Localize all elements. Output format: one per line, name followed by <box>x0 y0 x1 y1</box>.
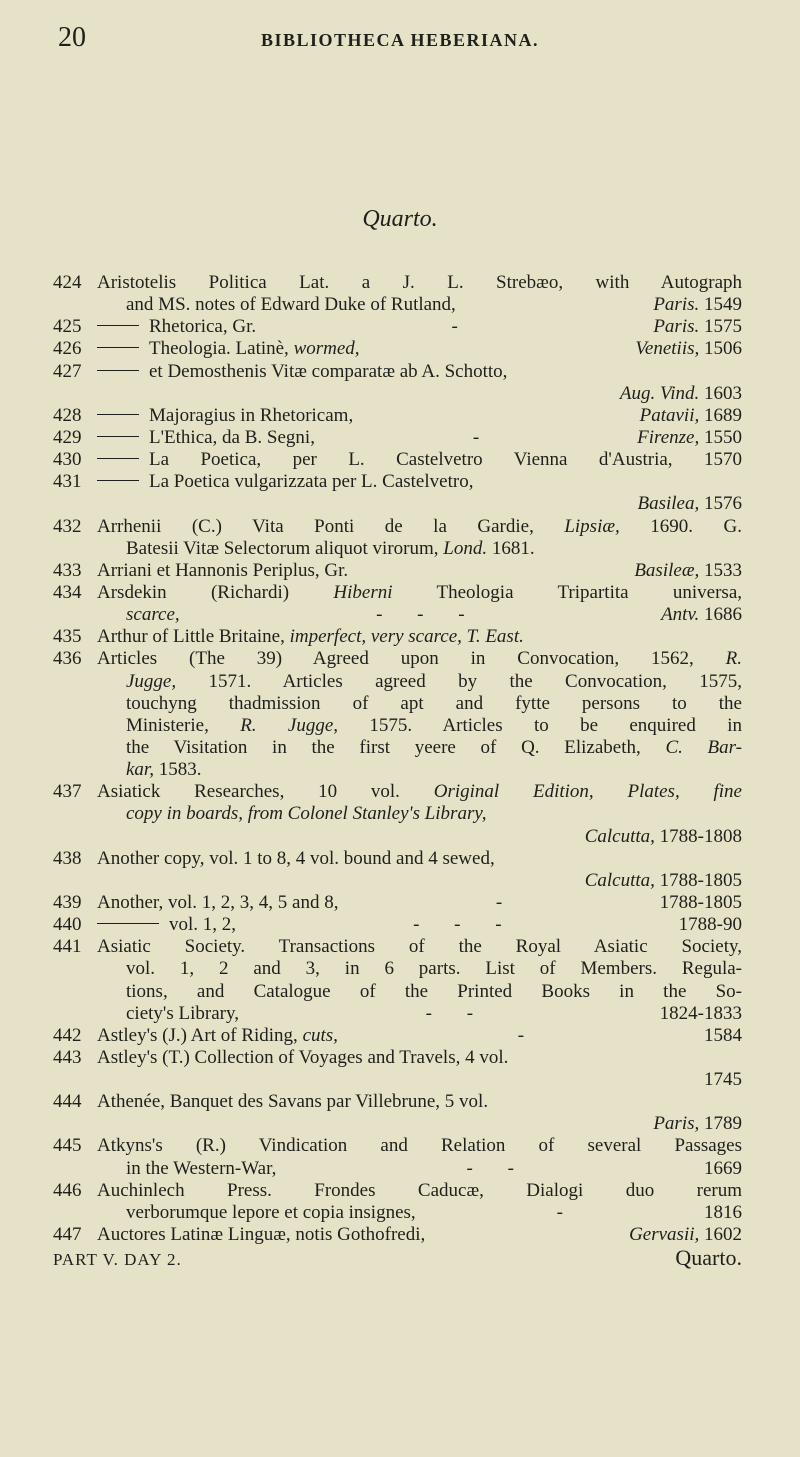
line-text <box>97 914 742 936</box>
italic-text: Jugge, <box>126 670 177 692</box>
entry-first-line <box>0 316 800 338</box>
entry-continuation-line <box>0 958 800 980</box>
imprint <box>635 338 742 360</box>
line-text <box>126 383 742 405</box>
text: La Poetica, per L. Castelvetro Vienna d'Austria, 1570 <box>149 449 742 471</box>
leader-dashes: - - - <box>376 604 465 626</box>
text: Auchinlech Press. Frondes Caducæ, Dialogi duo rerum <box>97 1179 742 1201</box>
justified-text <box>126 981 742 1003</box>
line-text <box>126 1202 742 1224</box>
text: 1576 <box>699 493 742 515</box>
entry-first-line <box>0 1047 800 1069</box>
text: Majoragius in Rhetoricam, <box>149 404 354 426</box>
imprint <box>629 1224 742 1246</box>
text: Arthur of Little Britaine, <box>97 626 290 648</box>
line-text <box>126 493 742 515</box>
text: 1788-1805 <box>654 869 742 891</box>
italic-text: R. <box>725 648 742 670</box>
text: ciety's Library, <box>126 1002 239 1024</box>
entry-first-line <box>0 361 800 383</box>
text: Another copy, vol. 1 to 8, 4 vol. bound and 4 sewed, <box>97 847 495 869</box>
title-text <box>126 538 535 560</box>
text: 1506 <box>699 338 742 360</box>
ditto-rule <box>97 923 159 924</box>
imprint <box>620 383 742 405</box>
text: 1686 <box>699 604 742 626</box>
justified-text <box>126 671 742 693</box>
line-text <box>97 1135 742 1157</box>
text: 1602 <box>699 1224 742 1246</box>
entry-continuation-line <box>0 383 800 405</box>
line-text <box>97 781 742 803</box>
entry-first-line <box>0 1224 800 1246</box>
italic-text: R. Jugge, <box>240 714 339 736</box>
leader-dashes: - <box>451 316 458 338</box>
lot-number: 439 <box>53 891 82 913</box>
justified-text <box>126 715 742 737</box>
line-text <box>97 560 742 582</box>
line-text <box>97 1047 742 1069</box>
line-text <box>126 759 742 781</box>
italic-text: Patavii, <box>639 404 700 426</box>
leader-dashes: - <box>495 891 503 913</box>
italic-text: Calcutta, <box>584 869 655 891</box>
text: Articles (The 39) Agreed upon in Convocation, 1562, <box>97 648 726 670</box>
italic-text: Paris. <box>653 316 700 338</box>
text: 1788-90 <box>678 914 742 936</box>
line-text <box>126 693 742 715</box>
line-text <box>97 648 742 670</box>
title-text <box>149 338 360 360</box>
section-title: Quarto. <box>362 206 438 232</box>
entry-first-line <box>0 1135 800 1157</box>
page-number: 20 <box>58 22 86 53</box>
text: La Poetica vulgarizzata per L. Castelvetro, <box>149 471 474 493</box>
entry-continuation-line <box>0 294 800 316</box>
lot-number: 431 <box>53 471 82 493</box>
line-text <box>126 294 742 316</box>
italic-text: Basileæ, <box>634 559 700 581</box>
entry-continuation-line <box>0 1158 800 1180</box>
lot-number: 441 <box>53 936 82 958</box>
line-text <box>126 803 742 825</box>
entry-first-line <box>0 781 800 803</box>
text: 1681. <box>487 537 535 559</box>
text: 1575. Articles to be enquired in <box>338 714 742 736</box>
text: verborumque lepore et copia insignes, <box>126 1201 416 1223</box>
entry-first-line <box>0 405 800 427</box>
text: Athenée, Banquet des Savans par Villebrune, 5 vol. <box>97 1091 489 1113</box>
line-text <box>126 1113 742 1135</box>
text: 1788-1805 <box>659 891 742 913</box>
line-text <box>97 449 742 471</box>
entry-continuation-line <box>0 493 800 515</box>
line-text <box>97 936 742 958</box>
entry-continuation-line <box>0 981 800 1003</box>
lot-number: 427 <box>53 360 82 382</box>
entry-continuation-line <box>0 538 800 560</box>
text: 1549 <box>699 294 742 316</box>
line-text <box>97 316 742 338</box>
line-text <box>97 1224 742 1246</box>
justified-text <box>97 1180 742 1202</box>
ditto-rule <box>97 480 139 481</box>
imprint <box>585 870 742 892</box>
title-text <box>97 1025 338 1047</box>
lot-number: 446 <box>53 1179 82 1201</box>
line-text <box>97 848 742 870</box>
lot-number: 432 <box>53 515 82 537</box>
line-text <box>126 826 742 848</box>
line-text <box>97 1091 742 1113</box>
line-text <box>97 1180 742 1202</box>
title-text <box>126 1158 276 1180</box>
imprint <box>704 1025 742 1047</box>
lot-number: 433 <box>53 559 82 581</box>
lot-number: 438 <box>53 847 82 869</box>
ditto-rule <box>97 347 139 348</box>
entry-first-line <box>0 338 800 360</box>
text: L'Ethica, da B. Segni, <box>149 426 315 448</box>
entry-continuation-line <box>0 1069 800 1091</box>
text: Theologia Tripartita universa, <box>392 581 742 603</box>
lot-number: 444 <box>53 1091 82 1113</box>
text: 1603 <box>699 382 742 404</box>
line-text <box>97 1025 742 1047</box>
text: Asiatick Researches, 10 vol. <box>97 781 434 803</box>
lot-number: 443 <box>53 1046 82 1068</box>
entry-continuation-line <box>0 803 800 825</box>
line-text <box>97 626 742 648</box>
text: the Visitation in the first yeere of Q. Elizabeth, <box>126 736 666 758</box>
page-footer <box>53 1245 742 1271</box>
italic-text: Firenze, <box>637 426 700 448</box>
italic-text: Lipsiæ, <box>564 515 620 537</box>
lot-number: 435 <box>53 626 82 648</box>
text: Arriani et Hannonis Periplus, Gr. <box>97 559 349 581</box>
text: vol. 1, 2 and 3, in 6 parts. List of Members. Regula- <box>126 958 742 980</box>
lot-number: 426 <box>53 338 82 360</box>
title-text <box>97 848 495 870</box>
line-text <box>97 471 742 493</box>
leader-dashes: - <box>517 1024 525 1046</box>
text: 1689 <box>699 404 742 426</box>
text: et Demosthenis Vitæ comparatæ ab A. Schotto, <box>149 360 508 382</box>
text: and MS. notes of Edward Duke of Rutland, <box>126 294 456 316</box>
italic-text: Paris. <box>653 294 700 316</box>
justified-text <box>126 693 742 715</box>
text: Batesii Vitæ Selectorum aliquot virorum, <box>126 537 444 559</box>
entry-first-line <box>0 1091 800 1113</box>
title-text <box>97 1047 508 1069</box>
entry-first-line <box>0 914 800 936</box>
justified-text <box>97 936 742 958</box>
title-text <box>126 1003 239 1025</box>
italic-text: scarce, <box>126 604 180 626</box>
entry-continuation-line <box>0 870 800 892</box>
ditto-rule <box>97 414 139 415</box>
entry-first-line <box>0 272 800 294</box>
entry-first-line <box>0 648 800 670</box>
justified-text <box>97 516 742 538</box>
entry-continuation-line <box>0 1003 800 1025</box>
line-text <box>126 538 742 560</box>
lot-number: 445 <box>53 1135 82 1157</box>
italic-text: Aug. Vind. <box>619 382 700 404</box>
italic-text: Basilea, <box>637 493 700 515</box>
text: 1669 <box>704 1157 742 1179</box>
text: Arsdekin (Richardi) <box>97 581 334 603</box>
line-text <box>97 427 742 449</box>
entry-first-line <box>0 560 800 582</box>
imprint <box>640 405 742 427</box>
text: Atkyns's (R.) Vindication and Relation of several Passages <box>97 1135 742 1157</box>
lot-number: 436 <box>53 648 82 670</box>
running-head: BIBLIOTHECA HEBERIANA. <box>260 30 540 50</box>
line-text <box>97 516 742 538</box>
title-text <box>97 560 348 582</box>
text: Ministerie, <box>126 714 241 736</box>
line-text <box>97 338 742 360</box>
text: Theologia. Latinè, <box>149 338 294 360</box>
imprint <box>660 892 742 914</box>
title-text <box>126 803 486 825</box>
text: in the Western-War, <box>126 1157 277 1179</box>
imprint <box>653 1113 742 1135</box>
italic-text: copy in boards, from Colonel Stanley's Library, <box>126 803 487 825</box>
catalogue-entries <box>0 272 800 1246</box>
italic-text: Lond. <box>443 537 488 559</box>
line-text <box>97 405 742 427</box>
signature-mark: PART V. DAY 2. <box>53 1250 182 1269</box>
text: Asiatic Society. Transactions of the Royal Asiatic Society, <box>97 936 742 958</box>
title-text <box>126 294 456 316</box>
italic-text: Paris, <box>653 1113 700 1135</box>
line-text <box>97 361 742 383</box>
justified-text <box>126 737 742 759</box>
entry-first-line <box>0 471 800 493</box>
text: 1788-1808 <box>654 825 742 847</box>
line-text <box>126 958 742 980</box>
title-text <box>149 316 256 338</box>
text: Auctores Latinæ Linguæ, notis Gothofredi, <box>97 1224 426 1246</box>
imprint <box>585 826 742 848</box>
entry-first-line <box>0 516 800 538</box>
line-text <box>126 1069 742 1091</box>
imprint <box>704 1202 742 1224</box>
imprint <box>638 493 743 515</box>
italic-text: Calcutta, <box>584 825 655 847</box>
imprint <box>660 1003 742 1025</box>
entry-continuation-line <box>0 759 800 781</box>
justified-text <box>97 582 742 604</box>
line-text <box>126 671 742 693</box>
entry-first-line <box>0 626 800 648</box>
leader-dashes: - <box>556 1201 563 1223</box>
justified-text <box>97 272 742 294</box>
italic-text: Gervasii, <box>629 1224 700 1246</box>
title-text <box>169 914 236 936</box>
catchword: Quarto. <box>675 1245 742 1270</box>
imprint <box>661 604 742 626</box>
text: touchyng thadmission of apt and fytte persons to the <box>126 692 742 714</box>
leader-dashes: - - <box>466 1157 514 1179</box>
italic-text: Venetiis, <box>635 338 700 360</box>
ditto-rule <box>97 325 139 326</box>
italic-text: kar, <box>126 759 154 781</box>
text: 1789 <box>699 1113 742 1135</box>
line-text <box>97 892 742 914</box>
text: tions, and Catalogue of the Printed Books in the So- <box>126 980 742 1002</box>
entry-continuation-line <box>0 604 800 626</box>
text: vol. 1, 2, <box>169 914 237 936</box>
ditto-rule <box>97 458 139 459</box>
title-text <box>126 1202 416 1224</box>
lot-number: 442 <box>53 1024 82 1046</box>
italic-text: Antv. <box>661 604 700 626</box>
lot-number: 429 <box>53 426 82 448</box>
text: 1745 <box>704 1069 742 1091</box>
text: Arrhenii (C.) Vita Ponti de la Gardie, <box>97 515 565 537</box>
entry-continuation-line <box>0 1113 800 1135</box>
italic-text: Hiberni <box>333 581 393 603</box>
text: Aristotelis Politica Lat. a J. L. Strebæo, with Autograph <box>97 272 742 293</box>
lot-number: 428 <box>53 404 82 426</box>
text: 1550 <box>699 426 742 448</box>
lot-number: 440 <box>53 914 82 936</box>
title-text <box>97 1224 425 1246</box>
imprint <box>679 914 742 936</box>
entry-continuation-line <box>0 671 800 693</box>
entry-continuation-line <box>0 826 800 848</box>
ditto-rule <box>97 436 139 437</box>
italic-text: wormed, <box>293 338 360 360</box>
leader-dashes: - - - <box>413 914 502 936</box>
lot-number: 430 <box>53 449 82 471</box>
imprint <box>637 427 742 449</box>
text: 1583. <box>153 759 202 781</box>
title-text <box>149 361 507 383</box>
entry-first-line <box>0 449 800 471</box>
line-text <box>126 1003 742 1025</box>
justified-text <box>126 958 742 980</box>
text: Astley's (J.) Art of Riding, <box>97 1024 303 1046</box>
entry-first-line <box>0 848 800 870</box>
line-text <box>126 870 742 892</box>
text: Astley's (T.) Collection of Voyages and Travels, 4 vol. <box>97 1046 509 1068</box>
lot-number: 447 <box>53 1224 82 1246</box>
line-text <box>126 981 742 1003</box>
justified-text <box>97 648 742 670</box>
imprint <box>704 1069 742 1091</box>
text: 1816 <box>704 1201 742 1223</box>
italic-text: cuts, <box>302 1024 338 1046</box>
italic-text: Original Edition, Plates, fine <box>433 781 742 803</box>
title-text <box>149 427 315 449</box>
lot-number: 425 <box>53 316 82 338</box>
entry-first-line <box>0 1025 800 1047</box>
text: 1584 <box>704 1024 742 1046</box>
imprint <box>634 560 742 582</box>
italic-text: C. Bar- <box>665 736 742 758</box>
justified-text <box>149 449 742 471</box>
title-text <box>97 1091 488 1113</box>
line-text <box>97 272 742 294</box>
line-text <box>126 1158 742 1180</box>
text: 1575 <box>699 316 742 338</box>
title-text <box>97 892 338 914</box>
leader-dashes: - <box>472 426 480 448</box>
text: 1690. G. <box>619 515 742 537</box>
entry-first-line <box>0 1180 800 1202</box>
entry-first-line <box>0 936 800 958</box>
lot-number: 424 <box>53 272 82 293</box>
text: Another, vol. 1, 2, 3, 4, 5 and 8, <box>97 891 339 913</box>
text: 1533 <box>699 559 742 581</box>
title-text <box>126 604 180 626</box>
entry-first-line <box>0 892 800 914</box>
imprint <box>704 1158 742 1180</box>
title-text <box>97 626 524 648</box>
line-text <box>126 737 742 759</box>
text: 1824-1833 <box>659 1002 742 1024</box>
justified-text <box>97 781 742 803</box>
line-text <box>126 604 742 626</box>
imprint <box>653 294 742 316</box>
lot-number: 437 <box>53 781 82 803</box>
text: Rhetorica, Gr. <box>149 316 257 338</box>
entry-first-line <box>0 582 800 604</box>
text: 1571. Articles agreed by the Convocation, 1575, <box>176 670 742 692</box>
entry-continuation-line <box>0 1202 800 1224</box>
entry-continuation-line <box>0 693 800 715</box>
line-text <box>97 582 742 604</box>
entry-continuation-line <box>0 737 800 759</box>
lot-number: 434 <box>53 581 82 603</box>
line-text <box>126 715 742 737</box>
entry-continuation-line <box>0 715 800 737</box>
imprint <box>653 316 742 338</box>
leader-dashes: - - <box>425 1002 474 1024</box>
entry-first-line <box>0 427 800 449</box>
title-text <box>149 471 473 493</box>
ditto-rule <box>97 370 139 371</box>
italic-text: imperfect, very scarce, T. East. <box>289 626 524 648</box>
justified-text <box>97 1135 742 1157</box>
title-text <box>126 759 201 781</box>
title-text <box>149 405 353 427</box>
